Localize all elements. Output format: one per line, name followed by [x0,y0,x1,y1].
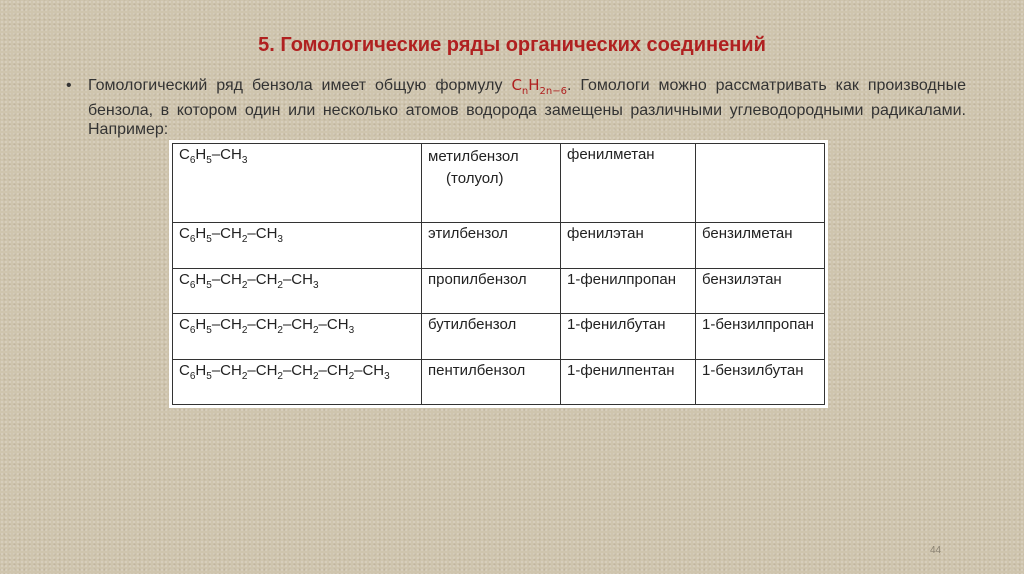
phenyl-name-cell: фенилметан [561,144,696,223]
page-number: 44 [930,545,942,556]
phenyl-name-cell: 1-фенилпентан [561,359,696,405]
bullet-text [88,76,966,139]
benzyl-name-cell: 1-бензилбутан [696,359,825,405]
benzyl-name-cell: 1-бензилпропан [696,314,825,360]
homolog-table [172,143,825,405]
trivial-name-cell: пропилбензол [422,268,561,314]
text-after-formula: . Гомологи можно рассматривать как производные бензола, в котором один или несколько атомов водорода замещены различными углеводородными радикалами. Например: [88,77,967,138]
formula-cell: $C_6H_5-CH_2-CH_2-CH_2-CH_3$ [173,314,422,360]
bullet-dot: • [66,77,72,94]
benzyl-name-cell [696,144,825,223]
homolog-table-container [169,140,828,408]
trivial-name-cell: бутилбензол [422,314,561,360]
formula-cell: $C_6H_5-CH_2-CH_3$ [173,223,422,269]
trivial-name-cell: этилбензол [422,223,561,269]
trivial-name-cell: пентилбензол [422,359,561,405]
table-row [173,359,825,405]
table-row [173,268,825,314]
benzyl-name-cell: бензилметан [696,223,825,269]
table-row [173,223,825,269]
general-formula: $C_nH_{2n-6}$ [511,76,567,97]
formula-cell: $C_6H_5-CH_3$ [173,144,422,223]
table-row [173,314,825,360]
phenyl-name-cell: 1-фенилпропан [561,268,696,314]
formula-cell: $C_6H_5-CH_2-CH_2-CH_3$ [173,268,422,314]
slide-title: 5. Гомологические ряды органических соединений [258,34,766,56]
formula-cell: $C_6H_5-CH_2-CH_2-CH_2-CH_2-CH_3$ [173,359,422,405]
table-row [173,144,825,223]
trivial-name-cell: метилбензол (толуол) [422,144,561,223]
text-before-formula: Гомологический ряд бензола имеет общую формулу [88,77,512,94]
phenyl-name-cell: фенилэтан [561,223,696,269]
phenyl-name-cell: 1-фенилбутан [561,314,696,360]
benzyl-name-cell: бензилэтан [696,268,825,314]
